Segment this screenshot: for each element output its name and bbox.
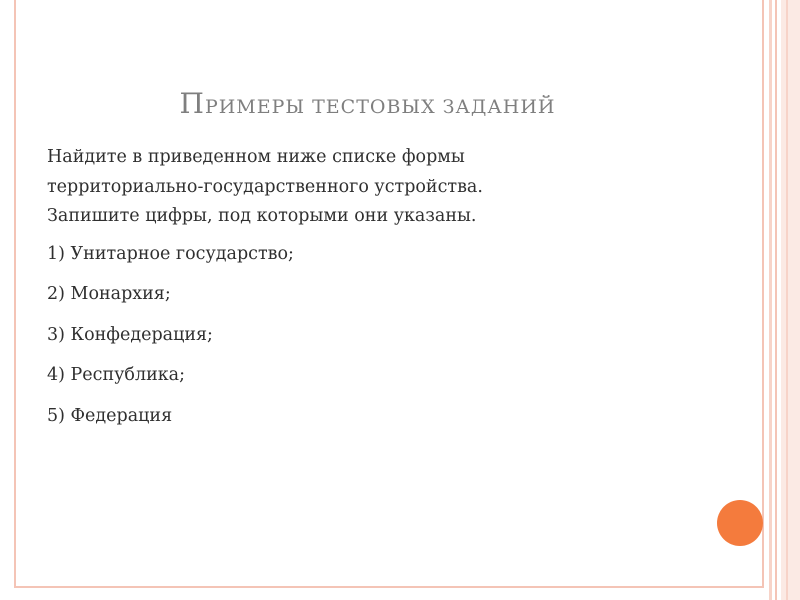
title-rest: РИМЕРЫ ТЕСТОВЫХ ЗАДАНИЙ [204,96,556,118]
task-instructions [47,143,747,232]
title-initial: П [179,87,205,120]
decorative-stripe [786,0,788,600]
instruction-line: Найдите в приведенном ниже списке формы [47,147,465,167]
answer-options [47,240,747,443]
answer-option-2: 2) Монархия; [47,284,171,304]
answer-option-1: 1) Унитарное государство; [47,243,294,264]
decorative-stripe [769,0,772,600]
slide-body [47,143,747,442]
decorative-stripe [781,0,800,600]
decorative-stripe [775,0,777,600]
instruction-line: территориально-государственного устройства. [47,176,483,197]
orange-circle-decoration [717,500,763,546]
slide-title [0,83,735,121]
answer-option-5: 5) Федерация [47,405,173,426]
answer-option-4: 4) Республика; [47,365,186,385]
instruction-line: Запишите цифры, под которыми они указаны. [47,206,477,226]
answer-option-3: 3) Конфедерация; [47,324,213,345]
